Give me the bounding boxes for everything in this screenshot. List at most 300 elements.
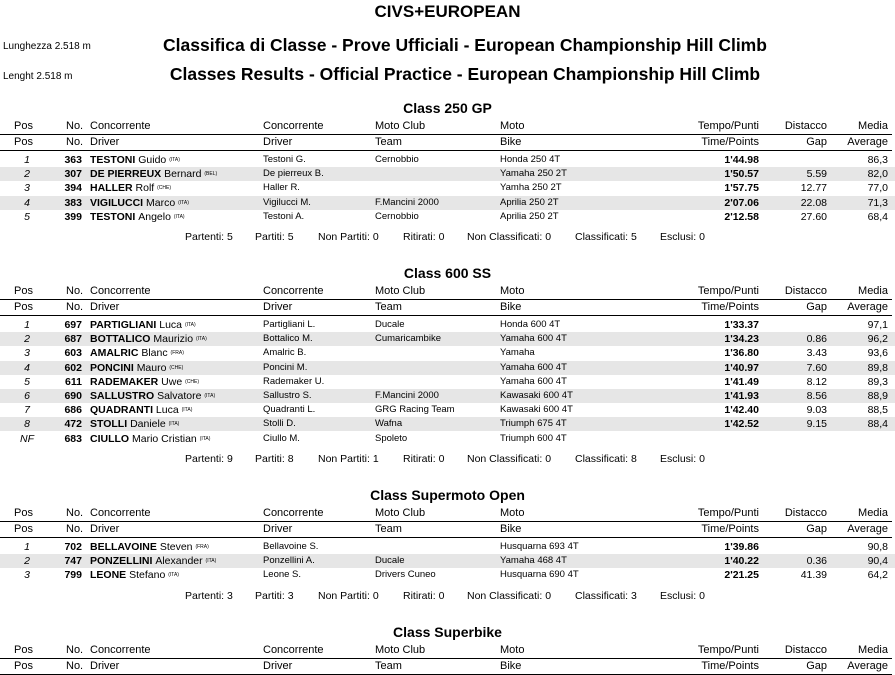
column-header-bike: Bike	[500, 523, 522, 535]
gap: 9.03	[806, 404, 827, 417]
driver-nationality: (FRA)	[170, 350, 184, 357]
summary-label: Non Classificati:	[467, 589, 543, 602]
header-divider-top	[0, 134, 892, 135]
summary-label: Ritirati:	[403, 452, 436, 465]
header-divider-bottom	[0, 537, 892, 538]
bike: Yamha 250 2T	[500, 182, 562, 194]
summary-label: Partenti:	[185, 231, 225, 243]
column-header-gap: Distacco	[784, 285, 827, 297]
driver-nationality: (ITA)	[199, 435, 211, 442]
driver-nationality: (ITA)	[178, 199, 189, 206]
column-header-bike: Bike	[500, 660, 522, 672]
best-time: 1'41.49	[724, 375, 759, 388]
column-header-pos: Pos	[14, 660, 33, 672]
team: Ducale	[375, 319, 405, 330]
race-number: 799	[64, 569, 82, 582]
driver-nationality: (ITA)	[181, 407, 193, 414]
table-row	[0, 375, 895, 389]
summary-non-partiti	[318, 231, 379, 243]
entrant: Testoni G.	[263, 154, 306, 165]
column-header-time: Tempo/Punti	[697, 285, 759, 297]
summary-value: 0	[545, 452, 552, 465]
driver-first-name: Guido	[138, 154, 167, 166]
main-title: CIVS+EUROPEAN	[374, 2, 521, 21]
bike: Honda 250 4T	[500, 154, 561, 165]
summary-esclusi	[660, 590, 705, 602]
summary-non-partiti	[318, 590, 379, 602]
driver-first-name: Bernard	[164, 168, 202, 181]
column-header-no: No.	[66, 301, 84, 313]
driver-last-name: QUADRANTI	[90, 404, 153, 417]
summary-classificati	[575, 453, 637, 465]
column-header-pos: Pos	[14, 644, 33, 656]
driver-last-name: PONCINI	[90, 361, 134, 374]
column-header-name: Driver	[90, 301, 120, 313]
column-header-team: Team	[375, 136, 402, 148]
race-number: 747	[64, 555, 82, 568]
bike: Honda 600 4T	[500, 319, 561, 330]
driver-first-name: Luca	[155, 404, 179, 417]
entrant: Sallustro S.	[263, 390, 312, 401]
summary-partenti	[185, 231, 233, 243]
team: Cernobbio	[375, 210, 419, 222]
summary-label: Esclusi:	[660, 452, 697, 465]
bike: Kawasaki 600 4T	[500, 404, 573, 416]
average-speed: 71,3	[867, 196, 888, 209]
driver-last-name: STOLLI	[90, 418, 128, 431]
best-time: 1'39.86	[724, 541, 759, 553]
table-row	[0, 554, 895, 568]
table-row	[0, 540, 895, 554]
position: 3	[24, 182, 30, 195]
column-header-row-en	[0, 299, 895, 315]
gap: 0.36	[806, 555, 827, 568]
column-header-pos: Pos	[14, 507, 33, 519]
entrant: Amalric B.	[263, 347, 307, 359]
summary-ritirati	[403, 231, 444, 243]
bike: Triumph 600 4T	[500, 432, 567, 444]
table-row	[0, 346, 895, 360]
driver-last-name: PARTIGLIANI	[90, 319, 157, 331]
column-header-avg: Media	[858, 507, 888, 519]
team: Drivers Cuneo	[375, 569, 436, 581]
driver-first-name: Angelo	[138, 210, 171, 223]
best-time: 1'36.80	[724, 347, 759, 360]
length-label-en: Lenght 2.518 m	[3, 71, 73, 82]
driver-name	[90, 568, 179, 582]
table-row	[0, 432, 895, 446]
best-time: 1'40.22	[724, 555, 759, 568]
position: 3	[24, 569, 30, 582]
driver-name	[90, 210, 185, 224]
column-header-conc: Driver	[263, 523, 293, 535]
driver-name	[90, 153, 180, 167]
position: 1	[24, 154, 30, 166]
summary-label: Partiti:	[255, 231, 285, 243]
column-header-name: Driver	[90, 136, 120, 148]
entrant: Quadranti L.	[263, 404, 316, 416]
column-header-row-it	[0, 505, 895, 521]
entrant: Stolli D.	[263, 418, 296, 430]
position: 8	[24, 418, 30, 431]
class-title: Class 600 SS	[403, 265, 492, 281]
column-header-row-en	[0, 521, 895, 537]
summary-value: 3	[227, 589, 233, 602]
column-header-no: No.	[66, 660, 84, 672]
average-speed: 88,5	[867, 404, 888, 417]
race-number: 383	[64, 196, 82, 209]
summary-non-classificati	[467, 453, 551, 465]
column-header-bike: Bike	[500, 301, 522, 313]
entrant: Bottalico M.	[263, 333, 313, 345]
driver-last-name: LEONE	[90, 569, 127, 582]
summary-label: Non Partiti:	[318, 452, 370, 465]
driver-name	[90, 361, 183, 375]
best-time: 1'57.75	[724, 182, 759, 195]
bike: Yamaha 600 4T	[500, 361, 567, 373]
summary-value: 0	[699, 452, 705, 465]
summary-label: Ritirati:	[403, 231, 436, 243]
table-row	[0, 181, 895, 195]
column-header-team: Team	[375, 523, 402, 535]
header-divider-bottom	[0, 150, 892, 151]
driver-first-name: Rolf	[135, 182, 155, 195]
summary-label: Classificati:	[575, 452, 629, 465]
position: 7	[24, 404, 30, 417]
bike: Aprilia 250 2T	[500, 196, 559, 208]
entrant: Testoni A.	[263, 210, 305, 222]
team: F.Mancini 2000	[375, 196, 439, 208]
column-header-pos: Pos	[14, 285, 33, 297]
driver-nationality: (ITA)	[204, 393, 216, 400]
summary-value: 8	[631, 452, 637, 465]
summary-ritirati	[403, 590, 444, 602]
summary-value: 0	[372, 589, 379, 602]
race-number: 399	[64, 210, 82, 223]
position: 1	[24, 319, 30, 331]
average-speed: 88,9	[867, 390, 888, 402]
column-header-time: Tempo/Punti	[697, 507, 759, 519]
column-header-conc: Driver	[263, 660, 293, 672]
summary-partiti	[255, 590, 294, 602]
summary-value: 0	[372, 231, 379, 243]
column-header-row-en	[0, 134, 895, 150]
driver-first-name: Alexander	[155, 555, 203, 568]
driver-name	[90, 540, 209, 554]
driver-nationality: (ITA)	[168, 572, 179, 579]
driver-last-name: HALLER	[90, 182, 133, 195]
summary-classificati	[575, 231, 637, 243]
driver-first-name: Maurizio	[153, 333, 194, 346]
team: Wafna	[375, 418, 403, 430]
table-row	[0, 417, 895, 431]
column-header-team: Team	[375, 660, 402, 672]
driver-name	[90, 554, 216, 568]
column-header-gap: Gap	[806, 523, 827, 535]
average-speed: 64,2	[867, 569, 888, 582]
gap: 8.12	[806, 375, 827, 388]
summary-value: 0	[438, 589, 445, 602]
entrant: Poncini M.	[263, 361, 308, 373]
header-divider-top	[0, 299, 892, 300]
column-header-name: Driver	[90, 660, 120, 672]
best-time: 1'42.40	[724, 404, 759, 417]
summary-value: 9	[227, 452, 233, 465]
column-header-conc: Driver	[263, 136, 293, 148]
driver-name	[90, 389, 215, 403]
gap: 41.39	[800, 569, 827, 582]
column-header-team: Moto Club	[375, 120, 426, 132]
race-number: 363	[64, 154, 82, 166]
column-header-time: Time/Points	[701, 660, 759, 672]
column-header-avg: Media	[858, 120, 888, 132]
summary-value: 0	[699, 589, 705, 602]
team: Spoleto	[375, 432, 408, 444]
column-header-gap: Gap	[806, 301, 827, 313]
summary-value: 1	[372, 452, 379, 465]
race-number: 472	[64, 418, 82, 431]
entrant: Rademaker U.	[263, 375, 325, 387]
position: 5	[24, 210, 30, 223]
column-header-avg: Media	[858, 285, 888, 297]
gap: 3.43	[806, 347, 827, 360]
driver-last-name: TESTONI	[90, 154, 136, 166]
column-header-no: No.	[66, 120, 84, 132]
summary-value: 0	[699, 231, 705, 243]
driver-last-name: RADEMAKER	[90, 375, 159, 388]
header-divider-bottom	[0, 315, 892, 316]
driver-first-name: Mario Cristian	[132, 432, 197, 445]
race-number: 603	[64, 347, 82, 360]
summary-label: Non Classificati:	[467, 231, 543, 243]
column-header-avg: Average	[847, 660, 888, 672]
column-header-no: No.	[66, 507, 84, 519]
gap: 12.77	[800, 182, 827, 195]
summary-partenti	[185, 453, 233, 465]
position: 6	[24, 390, 30, 402]
column-header-pos: Pos	[14, 523, 33, 535]
column-header-name: Concorrente	[90, 120, 151, 132]
driver-last-name: SALLUSTRO	[90, 390, 155, 402]
column-header-bike: Moto	[500, 120, 525, 132]
bike: Yamaha 468 4T	[500, 555, 567, 567]
driver-name	[90, 403, 192, 417]
team: GRG Racing Team	[375, 404, 455, 416]
summary-value: 3	[287, 589, 294, 602]
column-header-row-en	[0, 658, 895, 674]
column-header-gap: Distacco	[784, 120, 827, 132]
column-header-gap: Distacco	[784, 644, 827, 656]
average-speed: 88,4	[867, 418, 888, 431]
table-row	[0, 361, 895, 375]
header-divider-top	[0, 521, 892, 522]
column-header-avg: Average	[847, 136, 888, 148]
driver-first-name: Blanc	[141, 347, 168, 360]
summary-classificati	[575, 590, 637, 602]
driver-nationality: (ITA)	[196, 336, 207, 343]
race-number: 690	[64, 390, 82, 402]
driver-first-name: Mauro	[136, 361, 167, 374]
driver-nationality: (ITA)	[168, 421, 180, 428]
driver-first-name: Steven	[159, 541, 193, 553]
table-row	[0, 196, 895, 210]
average-speed: 89,3	[867, 375, 888, 388]
summary-label: Classificati:	[575, 231, 629, 243]
summary-ritirati	[403, 453, 444, 465]
driver-last-name: DE PIERREUX	[90, 168, 162, 181]
race-number: 602	[64, 361, 82, 374]
summary-label: Non Partiti:	[318, 589, 370, 602]
race-number: 697	[64, 319, 82, 331]
summary-row	[0, 453, 895, 467]
bike: Yamaha 600 4T	[500, 333, 567, 345]
average-speed: 68,4	[867, 210, 888, 223]
column-header-gap: Gap	[806, 136, 827, 148]
gap: 27.60	[800, 210, 827, 223]
driver-name	[90, 167, 217, 181]
race-number: 683	[64, 432, 82, 445]
table-row	[0, 153, 895, 167]
driver-name	[90, 181, 171, 195]
driver-last-name: AMALRIC	[90, 347, 139, 360]
entrant: Haller R.	[263, 182, 300, 194]
summary-label: Partiti:	[255, 589, 285, 602]
column-header-bike: Moto	[500, 285, 525, 297]
race-number: 307	[64, 168, 82, 181]
column-header-name: Concorrente	[90, 644, 151, 656]
position: 2	[24, 555, 30, 568]
best-time: 1'34.23	[724, 333, 759, 346]
column-header-team: Moto Club	[375, 644, 426, 656]
driver-name	[90, 346, 184, 360]
column-header-row-it	[0, 642, 895, 658]
entrant: Bellavoine S.	[263, 541, 319, 552]
column-header-avg: Media	[858, 644, 888, 656]
entrant: Leone S.	[263, 569, 302, 581]
gap: 5.59	[806, 168, 827, 181]
driver-first-name: Marco	[146, 196, 176, 209]
column-header-no: No.	[66, 523, 84, 535]
driver-nationality: (ITA)	[169, 157, 180, 164]
position: 4	[24, 361, 30, 374]
position: 1	[24, 541, 30, 553]
entrant: Ciullo M.	[263, 432, 300, 444]
gap: 0.86	[806, 333, 827, 346]
race-number: 687	[64, 333, 82, 346]
bike: Husquarna 690 4T	[500, 569, 579, 581]
column-header-conc: Concorrente	[263, 285, 324, 297]
title-english: Classes Results - Official Practice - European Championship Hill Climb	[169, 64, 761, 84]
race-number: 686	[64, 404, 82, 417]
average-speed: 97,1	[867, 319, 888, 331]
driver-first-name: Daniele	[130, 418, 166, 431]
position: 2	[24, 168, 30, 181]
header-divider-top	[0, 658, 892, 659]
class-title: Class Superbike	[393, 624, 502, 640]
table-row	[0, 167, 895, 181]
column-header-conc: Concorrente	[263, 120, 324, 132]
average-speed: 86,3	[867, 154, 888, 166]
best-time: 1'41.93	[724, 390, 759, 402]
driver-nationality: (ITA)	[184, 322, 196, 329]
summary-value: 0	[545, 589, 552, 602]
driver-nationality: (CHE)	[185, 379, 199, 386]
summary-esclusi	[660, 453, 705, 465]
team: F.Mancini 2000	[375, 390, 439, 401]
entrant: Vigilucci M.	[263, 196, 311, 208]
bike: Triumph 675 4T	[500, 418, 567, 430]
summary-label: Non Partiti:	[318, 231, 370, 243]
team: Ducale	[375, 555, 405, 567]
column-header-time: Tempo/Punti	[697, 644, 759, 656]
driver-name	[90, 332, 207, 346]
summary-label: Partenti:	[185, 589, 225, 602]
bike: Yamaha	[500, 347, 535, 359]
column-header-pos: Pos	[14, 301, 33, 313]
column-header-gap: Gap	[806, 660, 827, 672]
position: 4	[24, 196, 30, 209]
best-time: 1'33.37	[724, 319, 759, 331]
summary-label: Partenti:	[185, 452, 225, 465]
driver-first-name: Luca	[159, 319, 183, 331]
gap: 22.08	[800, 196, 827, 209]
bike: Yamaha 600 4T	[500, 375, 567, 387]
summary-esclusi	[660, 231, 705, 243]
entrant: Ponzellini A.	[263, 555, 315, 567]
position: 3	[24, 347, 30, 360]
driver-last-name: BOTTALICO	[90, 333, 151, 346]
summary-row	[0, 231, 895, 245]
driver-nationality: (ITA)	[173, 214, 185, 221]
best-time: 1'50.57	[724, 168, 759, 181]
entrant: De pierreux B.	[263, 168, 324, 180]
column-header-row-it	[0, 283, 895, 299]
summary-label: Classificati:	[575, 589, 629, 602]
average-speed: 77,0	[867, 182, 888, 195]
gap: 7.60	[806, 361, 827, 374]
summary-row	[0, 590, 895, 604]
column-header-time: Tempo/Punti	[697, 120, 759, 132]
title-italian: Classifica di Classe - Prove Ufficiali - European Championship Hill Climb	[163, 35, 767, 55]
summary-non-classificati	[467, 590, 551, 602]
column-header-no: No.	[66, 285, 84, 297]
summary-partiti	[255, 453, 294, 465]
column-header-time: Time/Points	[701, 523, 759, 535]
best-time: 2'12.58	[724, 210, 759, 223]
table-row	[0, 332, 895, 346]
column-header-row-it	[0, 118, 895, 134]
entrant: Partigliani L.	[263, 319, 316, 330]
summary-value: 5	[631, 231, 637, 243]
driver-first-name: Stefano	[129, 569, 166, 582]
length-label-it: Lunghezza 2.518 m	[3, 41, 91, 52]
average-speed: 82,0	[867, 168, 888, 181]
summary-value: 0	[545, 231, 552, 243]
summary-non-classificati	[467, 231, 551, 243]
position: 5	[24, 375, 30, 388]
summary-value: 0	[438, 231, 445, 243]
column-header-time: Time/Points	[701, 136, 759, 148]
column-header-avg: Average	[847, 301, 888, 313]
summary-label: Non Classificati:	[467, 452, 543, 465]
table-row	[0, 389, 895, 403]
table-row	[0, 318, 895, 332]
driver-last-name: PONZELLINI	[90, 555, 153, 568]
summary-label: Partiti:	[255, 452, 285, 465]
column-header-name: Concorrente	[90, 507, 151, 519]
column-header-no: No.	[66, 644, 84, 656]
summary-value: 3	[631, 589, 637, 602]
